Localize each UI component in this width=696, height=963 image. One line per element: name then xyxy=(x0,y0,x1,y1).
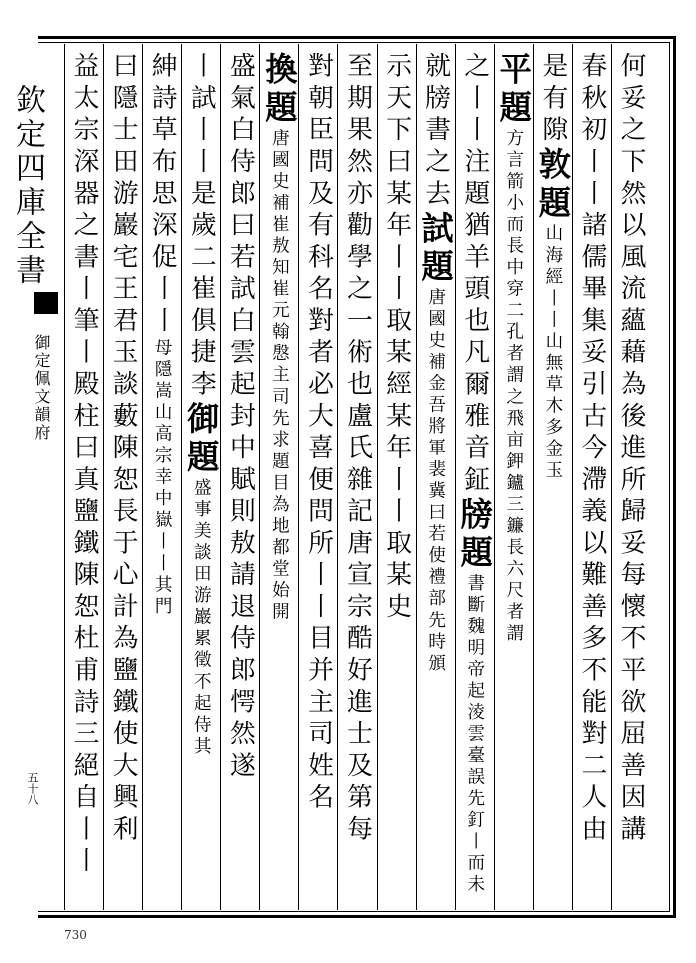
entry-text: 對朝臣問及有科名對者必大喜便問所丨丨目并主司姓名 xyxy=(303,52,334,815)
text-column xyxy=(377,52,416,908)
column-rule xyxy=(142,44,143,910)
entry-text: 是有隙 xyxy=(537,52,568,148)
column-rule xyxy=(181,44,182,910)
column-rule xyxy=(259,44,260,910)
entry-text: 何妥之下然以風流蘊藉為後進所歸妥每懷不平欲屈善因講 xyxy=(615,52,646,847)
text-column xyxy=(181,52,220,908)
entry-heading: 御題 xyxy=(182,401,221,479)
column-rule xyxy=(416,44,417,910)
entry-text: 曰隱士田游巖宅王君玉談藪陳恕長于心計為鹽鐵使大興利 xyxy=(108,52,139,847)
entry-heading: 試題 xyxy=(416,210,455,288)
entry-text: 母隱嵩山高宗幸中嶽丨丨其門 xyxy=(152,338,173,618)
column-rule xyxy=(298,44,299,910)
text-column xyxy=(337,52,376,908)
text-column xyxy=(142,52,181,908)
entry-text: 至期果然亦勸學之一術也盧氏雜記唐宣宗酷好進士及第每 xyxy=(342,52,373,847)
entry-text: 山海經丨丨山無草木多金玉 xyxy=(542,223,563,483)
text-column xyxy=(572,52,611,908)
text-column xyxy=(455,52,494,908)
text-column xyxy=(533,52,572,908)
text-column xyxy=(64,52,103,908)
text-column xyxy=(220,52,259,908)
entry-text: 書斷魏明帝起淩雲臺誤先釘丨而未 xyxy=(464,573,485,897)
entry-text: 示天下曰某年丨丨取某經某年丨丨取某史 xyxy=(381,52,412,625)
column-rule xyxy=(220,44,221,910)
column-rule xyxy=(494,44,495,910)
column-rule xyxy=(611,44,612,910)
text-column xyxy=(494,52,533,908)
entry-text: 丨試丨丨是歲二崔俱捷李 xyxy=(186,52,217,402)
entry-text: 就牓書之去 xyxy=(420,52,451,211)
entry-text: 唐國史補金吾將軍裴冀曰若使禮部先時頒 xyxy=(425,287,446,675)
fish-tail-mark xyxy=(34,292,58,314)
column-rule xyxy=(533,44,534,910)
entry-text: 春秋初丨丨諸儒畢集妥引古今滯義以難善多不能對二人由 xyxy=(576,52,607,847)
frame-inner-rule-bottom xyxy=(38,911,670,912)
column-rule xyxy=(64,44,65,910)
entry-text: 益太宗深器之書丨筆丨殿柱曰真鹽鐵陳恕杜甫詩三絕自丨丨 xyxy=(69,52,100,879)
column-rule xyxy=(337,44,338,910)
text-column xyxy=(416,52,455,908)
book-title: 欽定四庫全書 xyxy=(10,84,45,288)
entry-heading: 平題 xyxy=(494,52,533,129)
column-rule xyxy=(455,44,456,910)
page-number: 五十八 xyxy=(26,772,39,805)
entry-heading: 敦題 xyxy=(533,147,572,224)
entry-text: 之丨丨注題猶羊頭也凡爾雅音鉦 xyxy=(459,52,490,497)
frame-inner-rule-top xyxy=(38,42,670,43)
volume-title: 御定佩文韻府 xyxy=(32,334,51,442)
text-column xyxy=(611,52,650,908)
entry-text: 紳詩草布思深促丨丨 xyxy=(147,52,178,339)
footer-text: 730 xyxy=(64,928,87,942)
page-margin xyxy=(0,44,58,910)
text-column xyxy=(259,52,298,908)
text-column xyxy=(298,52,337,908)
column-rule xyxy=(572,44,573,910)
text-column xyxy=(103,52,142,908)
entry-heading: 牓題 xyxy=(455,496,494,574)
column-rule xyxy=(103,44,104,910)
frame-inner-rule-right xyxy=(669,42,670,912)
entry-text: 盛氣白侍郎曰若試白雲起封中賦則敖請退侍郎愕然遂 xyxy=(225,52,256,783)
entry-text: 方言箭小而長中穿二孔者謂之飛亩鉀鑪三鐮長六尺者謂 xyxy=(503,128,524,646)
column-rule xyxy=(377,44,378,910)
entry-text: 盛事美談田游巖累徵不起侍其 xyxy=(191,478,212,758)
entry-heading: 換題 xyxy=(260,52,299,129)
entry-text: 唐國史補崔敖知崔元翰慇主司先求題目為地都堂始開 xyxy=(269,128,290,624)
